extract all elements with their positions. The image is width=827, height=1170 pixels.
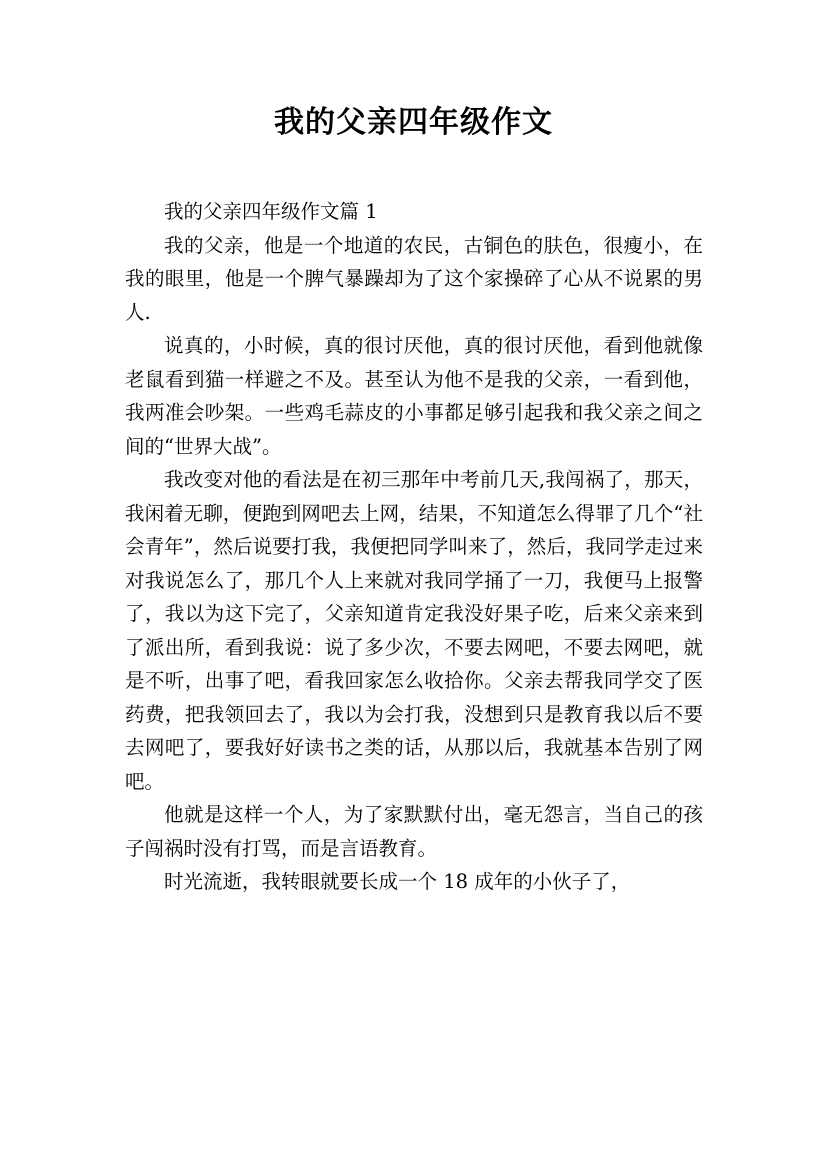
paragraph: 他就是这样一个人，为了家默默付出，毫无怨言，当自己的孩子闯祸时没有打骂，而是言语教育。 <box>125 803 703 860</box>
paragraph: 时光流逝，我转眼就要长成一个 18 成年的小伙子了， <box>164 870 631 893</box>
paragraph: 我的父亲，他是一个地道的农民，古铜色的肤色，很瘦小，在我的眼里，他是一个脾气暴躁却为了这个家操碎了心从不说累的男人. <box>125 233 703 324</box>
paragraph: 说真的，小时候，真的很讨厌他，真的很讨厌他，看到他就像老鼠看到猫一样避之不及。甚至认为他不是我的父亲，一看到他，我两准会吵架。一些鸡毛蒜皮的小事都足够引起我和我父亲之间之间的“世界大战”。 <box>125 334 703 458</box>
paragraph: 我改变对他的看法是在初三那年中考前几天,我闯祸了，那天，我闲着无聊，便跑到网吧去上网，结果，不知道怎么得罪了几个“社会青年”，然后说要打我，我便把同学叫来了，然后，我同学走过来对我说怎么了，那几个人上来就对我同学捅了一刀，我便马上报警了，我以为这下完了，父亲知道肯定我没好果子吃，后来父亲来到了派出所，看到我说：说了多少次，不要去网吧，不要去网吧，就是不听，出事了吧，看我回家怎么收拾你。父亲去帮我同学交了医药费，把我领回去了，我以为会打我，没想到只是教育我以后不要去网吧了，要我好好读书之类的话，从那以后，我就基本告别了网吧。 <box>125 468 703 793</box>
paragraph-heading: 我的父亲四年级作文篇 1 <box>164 200 378 223</box>
document-body <box>125 195 703 899</box>
document-title: 我的父亲四年级作文 <box>274 105 553 140</box>
